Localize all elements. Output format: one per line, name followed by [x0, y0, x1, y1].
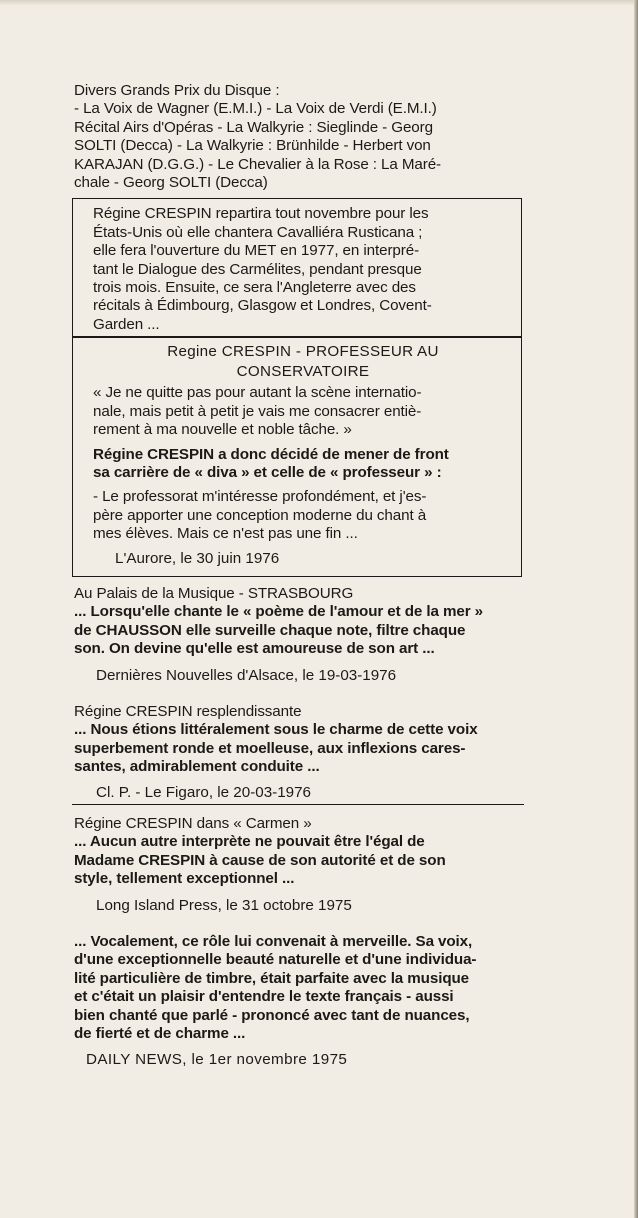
awards-section	[74, 82, 530, 192]
bold-line: sa carrière de « diva » et celle de « professeur » :	[93, 463, 442, 481]
awards-line: SOLTI (Decca) - La Walkyrie : Brünhilde - Herbert von	[74, 137, 431, 155]
review-line: de fierté et de charme ...	[74, 1025, 246, 1043]
bold-line: Régine CRESPIN a donc décidé de mener de front	[93, 445, 449, 463]
review-line: de CHAUSSON elle surveille chaque note, filtre chaque	[74, 621, 466, 639]
quote-line: nale, mais petit à petit je vais me consacrer entiè-	[93, 402, 422, 420]
review-line: ... Lorsqu'elle chante le « poème de l'amour et de la mer »	[74, 603, 483, 621]
answer-line: mes élèves. Mais ce n'est pas une fin ...	[93, 525, 358, 543]
review-line: ... Aucun autre interprète ne pouvait être l'égal de	[74, 833, 425, 851]
review-line: ... Nous étions littéralement sous le charme de cette voix	[74, 721, 478, 739]
tour-announcement	[73, 199, 522, 338]
page-top-edge	[0, 0, 638, 6]
awards-line: KARAJAN (D.G.G.) - Le Chevalier à la Rose : La Maré-	[74, 155, 442, 173]
tour-line: Régine CRESPIN repartira tout novembre pour les	[93, 205, 429, 223]
review-intro: Régine CRESPIN resplendissante	[74, 702, 302, 720]
tour-line: récitals à Édimbourg, Glasgow et Londres, Covent-	[93, 297, 432, 315]
article-heading: Regine CRESPIN - PROFESSEUR AU	[167, 343, 439, 361]
awards-line: - La Voix de Wagner (E.M.I.) - La Voix de Verdi (E.M.I.)	[74, 100, 437, 118]
review-line: superbement ronde et moelleuse, aux inflexions cares-	[74, 739, 466, 757]
source-citation: Dernières Nouvelles d'Alsace, le 19-03-1976	[96, 666, 397, 684]
tour-line: tant le Dialogue des Carmélites, pendant presque	[93, 260, 422, 278]
awards-line: chale - Georg SOLTI (Decca)	[74, 174, 268, 192]
section-divider	[72, 804, 524, 805]
article-heading: CONSERVATOIRE	[236, 363, 370, 381]
review-line: Madame CRESPIN à cause de son autorité et de son	[74, 851, 446, 869]
tour-line: trois mois. Ensuite, ce sera l'Angleterre avec des	[93, 279, 416, 297]
carmen-review	[74, 815, 530, 915]
source-citation: Cl. P. - Le Figaro, le 20-03-1976	[96, 783, 311, 801]
review-line: et c'était un plaisir d'entendre le texte français - aussi	[74, 988, 454, 1006]
answer-line: père apporter une conception moderne du chant à	[93, 506, 427, 524]
strasbourg-review	[74, 585, 530, 685]
review-intro: Au Palais de la Musique - STRASBOURG	[74, 584, 354, 602]
source-citation: Long Island Press, le 31 octobre 1975	[96, 896, 352, 914]
figaro-review	[74, 703, 530, 805]
source-citation: DAILY NEWS, le 1er novembre 1975	[86, 1051, 348, 1069]
tour-line: États-Unis où elle chantera Cavalliéra Rusticana ;	[93, 223, 423, 241]
conservatoire-article	[73, 338, 521, 576]
awards-line: Divers Grands Prix du Disque :	[74, 82, 280, 99]
review-line: son. On devine qu'elle est amoureuse de son art ...	[74, 640, 435, 658]
quote-line: « Je ne quitte pas pour autant la scène internatio-	[93, 384, 422, 402]
tour-line: Garden ...	[93, 315, 160, 333]
press-content	[74, 82, 530, 1070]
dailynews-review	[74, 933, 530, 1070]
source-citation: L'Aurore, le 30 juin 1976	[115, 549, 280, 567]
review-line: santes, admirablement conduite ...	[74, 758, 320, 776]
news-box	[72, 198, 522, 577]
review-line: bien chanté que parlé - prononcé avec tant de nuances,	[74, 1006, 470, 1024]
awards-line: Récital Airs d'Opéras - La Walkyrie : Sieglinde - Georg	[74, 118, 433, 136]
review-line: ... Vocalement, ce rôle lui convenait à merveille. Sa voix,	[74, 933, 473, 951]
tour-line: elle fera l'ouverture du MET en 1977, en interpré-	[93, 242, 420, 260]
review-line: d'une exceptionnelle beauté naturelle et d'une individua-	[74, 951, 477, 969]
quote-line: rement à ma nouvelle et noble tâche. »	[93, 421, 352, 439]
answer-line: - Le professorat m'intéresse profondément, et j'es-	[93, 488, 427, 506]
review-line: lité particulière de timbre, était parfaite avec la musique	[74, 969, 470, 987]
page-right-edge	[634, 0, 638, 1218]
review-line: style, tellement exceptionnel ...	[74, 870, 295, 888]
review-intro: Régine CRESPIN dans « Carmen »	[74, 815, 312, 832]
